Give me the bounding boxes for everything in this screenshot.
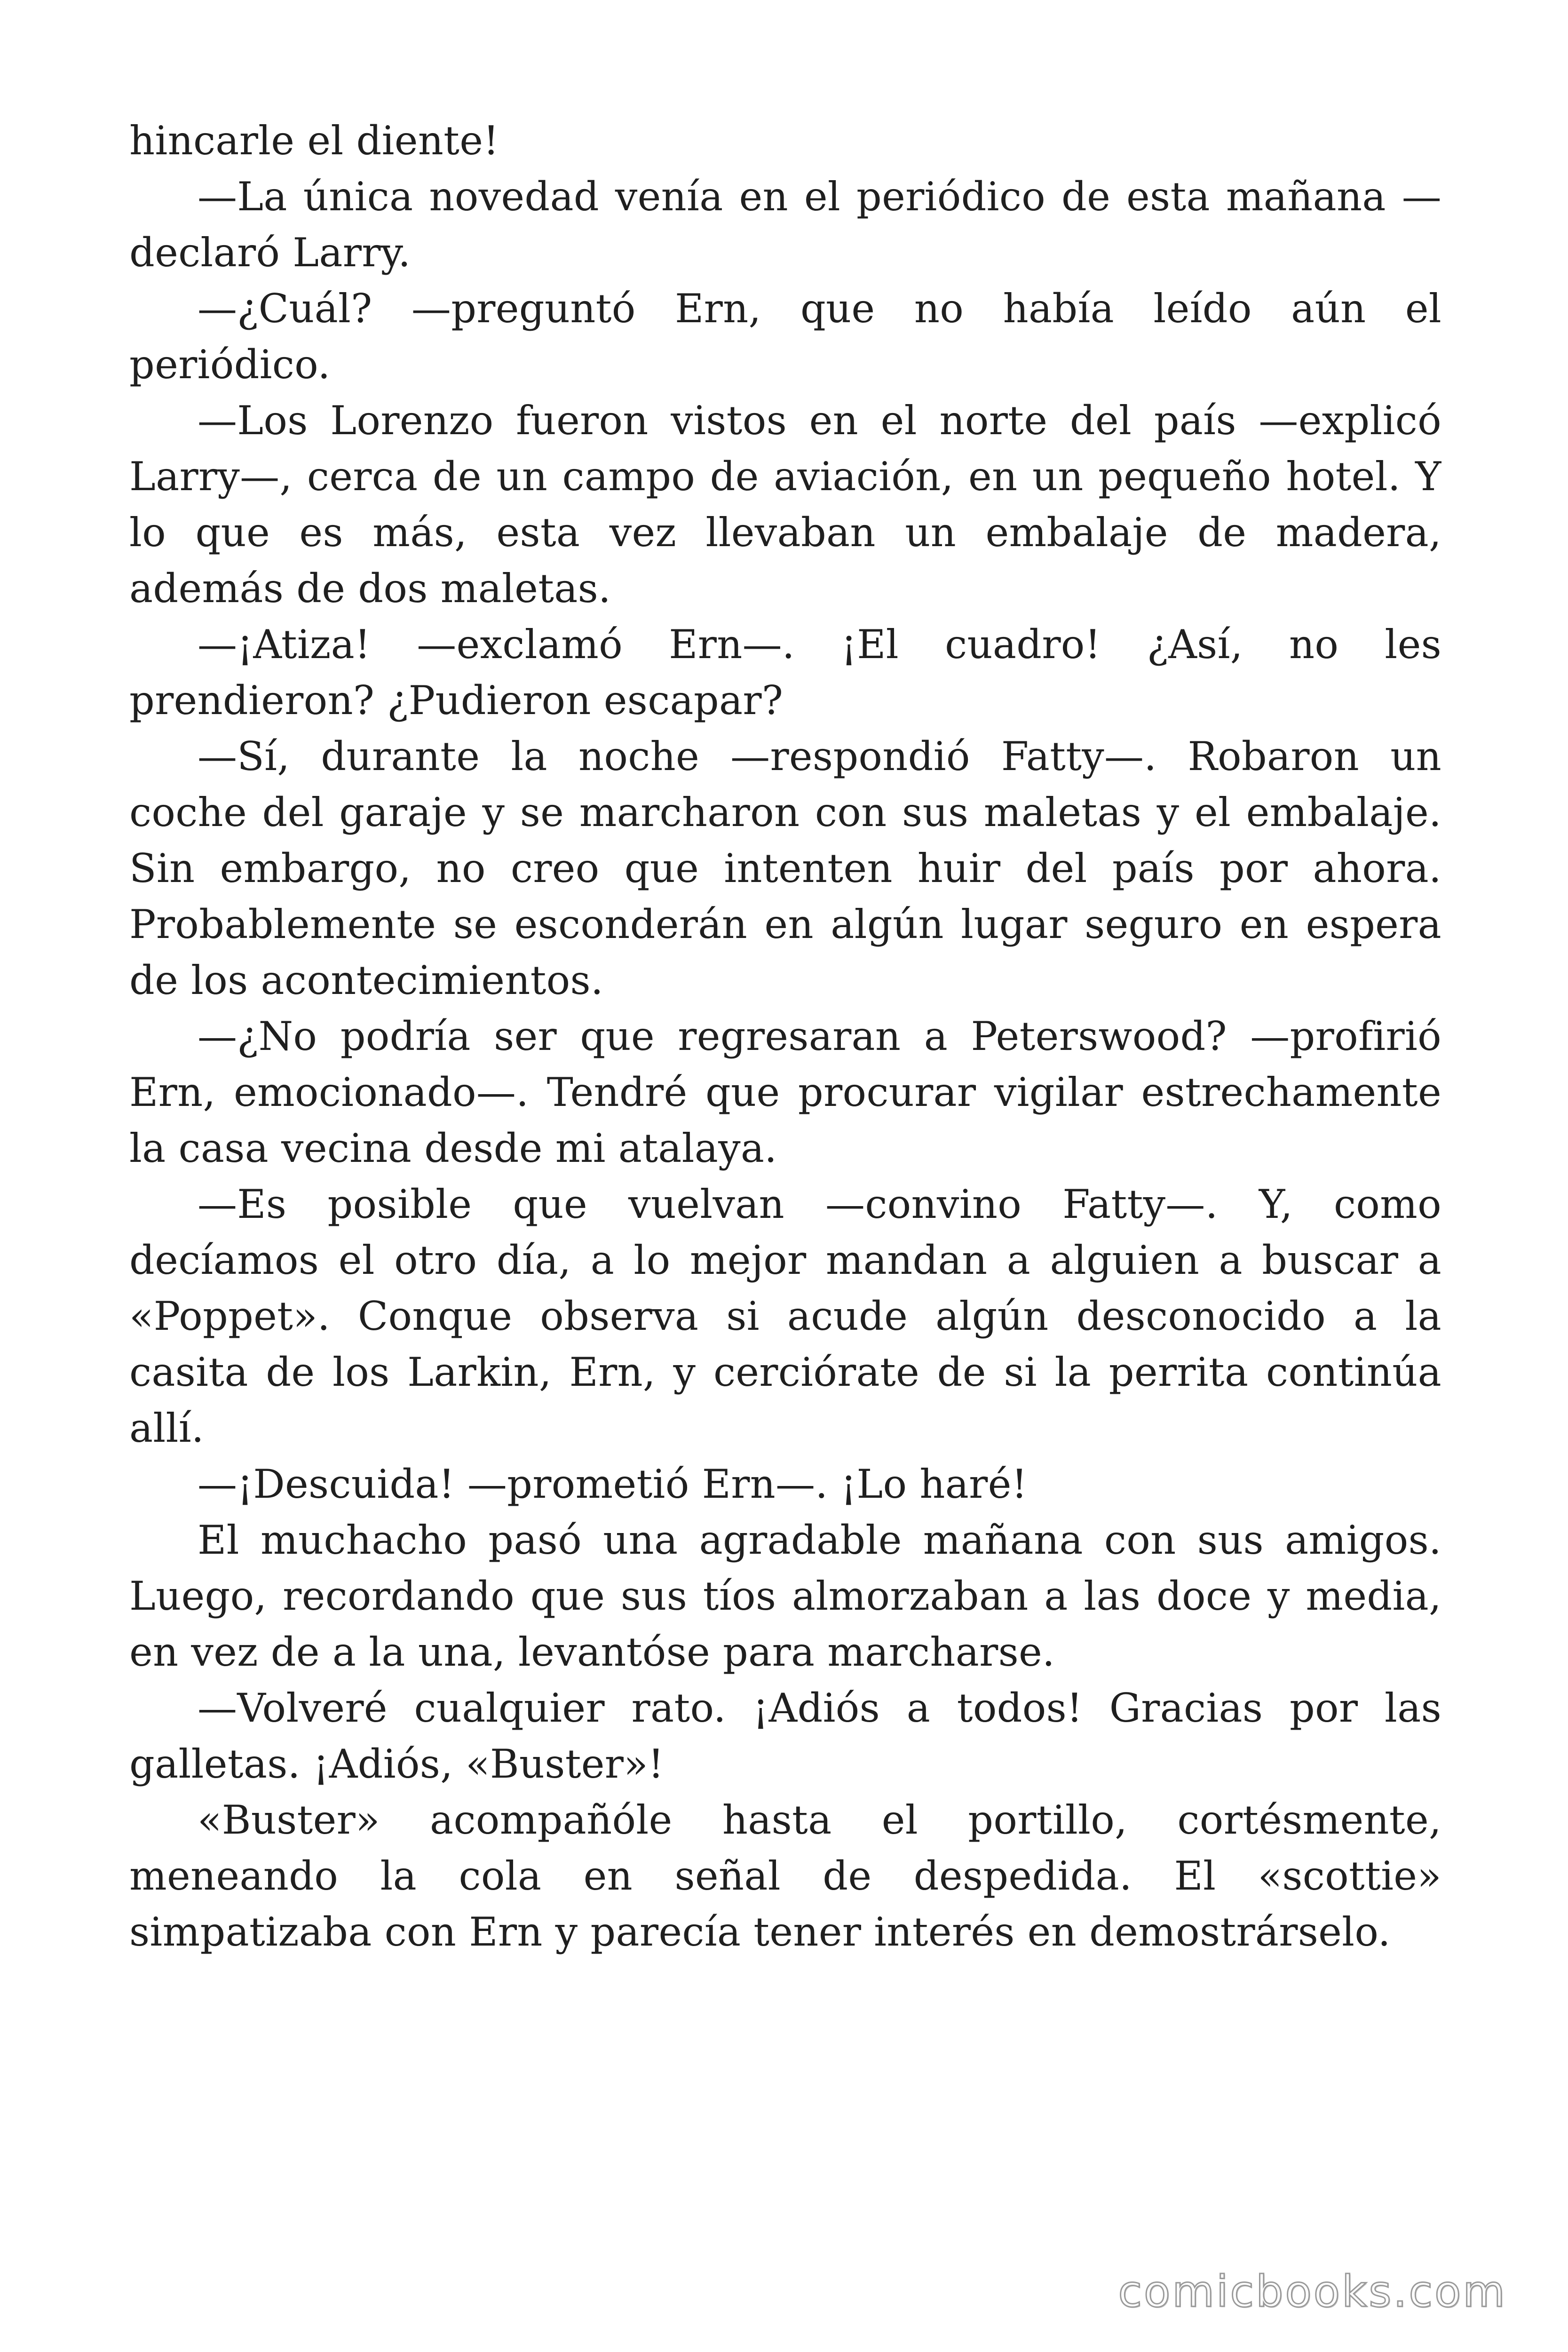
paragraph: —Volveré cualquier rato. ¡Adiós a todos! Gracias por las galletas. ¡Adiós, «Buster»! xyxy=(129,1685,1441,1787)
paragraph: «Buster» acompañóle hasta el portillo, cortésmente, meneando la cola en señal de despedida. El «scottie» simpatizaba con Ern y parecía tener interés en demostrárselo. xyxy=(129,1797,1441,1955)
paragraph: —La única novedad venía en el periódico de esta mañana —declaró Larry. xyxy=(129,174,1441,276)
paragraph: —¿Cuál? —preguntó Ern, que no había leído aún el periódico. xyxy=(129,286,1441,388)
paragraph: —¡Atiza! —exclamó Ern—. ¡El cuadro! ¿Así, no les prendieron? ¿Pudieron escapar? xyxy=(129,621,1441,723)
paragraph: hincarle el diente! xyxy=(129,118,499,164)
paragraph: —Es posible que vuelvan —convino Fatty—. Y, como decíamos el otro día, a lo mejor mandan a alguien a buscar a «Poppet». Conque observa si acude algún desconocido a la casita de los Larkin, Ern, y cerciórate de si la perrita continúa allí. xyxy=(129,1181,1441,1451)
watermark: comicbooks.com xyxy=(1118,2266,1507,2317)
paragraph: —¡Descuida! —prometió Ern—. ¡Lo haré! xyxy=(198,1461,1028,1507)
paragraph: —Sí, durante la noche —respondió Fatty—. Robaron un coche del garaje y se marcharon con sus maletas y el embalaje. Sin embargo, no creo que intenten huir del país por ahora. Probablemente se esconderán en algún lugar seguro en espera de los acontecimientos. xyxy=(129,733,1441,1003)
book-page xyxy=(129,113,1441,2136)
paragraph: —Los Lorenzo fueron vistos en el norte del país —explicó Larry—, cerca de un campo de aviación, en un pequeño hotel. Y lo que es más, esta vez llevaban un embalaje de madera, además de dos maletas. xyxy=(129,397,1441,612)
paragraph: —¿No podría ser que regresaran a Peterswood? —profirió Ern, emocionado—. Tendré que procurar vigilar estrechamente la casa vecina desde mi atalaya. xyxy=(129,1013,1441,1171)
paragraph: El muchacho pasó una agradable mañana con sus amigos. Luego, recordando que sus tíos almorzaban a las doce y media, en vez de a la una, levantóse para marcharse. xyxy=(129,1517,1441,1675)
